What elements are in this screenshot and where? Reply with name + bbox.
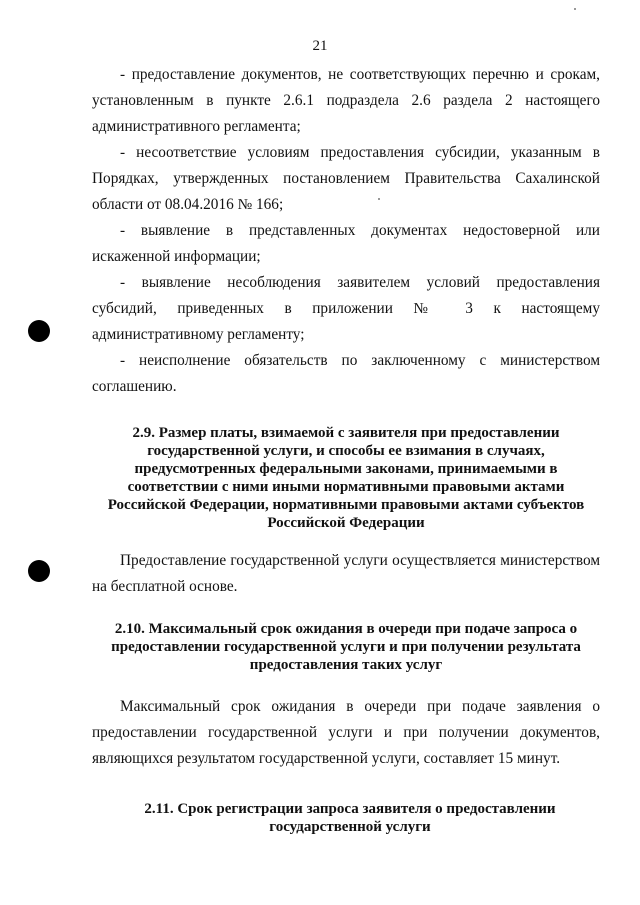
section-text: Максимальный срок ожидания в очереди при подаче заявления о предоставлении государственной услуги и при получении документов, являющихся результатом государственной услуги, составляет 15 минут. [92, 698, 600, 767]
section-2-10 [92, 620, 600, 674]
section-heading: 2.10. Максимальный срок ожидания в очереди при подаче запроса о предоставлении государственной услуги и при получении результата предоставления таких услуг [111, 621, 581, 673]
section-2-11 [130, 800, 570, 836]
bullet-item: - выявление несоблюдения заявителем условий предоставления субсидий, приведенных в приложении № 3 к настоящему административному регламенту; [92, 274, 600, 343]
bullet-item: - выявление в представленных документах недостоверной или искаженной информации; [92, 222, 600, 265]
bullet-item: - предоставление документов, не соответствующих перечню и срокам, установленным в пункте 2.6.1 подраздела 2.6 раздела 2 настоящего административного регламента; [92, 66, 600, 135]
punch-hole-mark [28, 320, 50, 342]
section-2-9 [92, 424, 600, 532]
section-text: Предоставление государственной услуги осуществляется министерством на бесплатной основе. [92, 552, 600, 595]
page-number: 21 [312, 38, 328, 54]
section-heading: 2.11. Срок регистрации запроса заявителя о предоставлении государственной услуги [144, 801, 556, 835]
section-2-10-body [92, 694, 600, 772]
section-heading: 2.9. Размер платы, взимаемой с заявителя при предоставлении государственной услуги, и способы ее взимания в случаях, предусмотренных федеральными законами, принимаемыми в соответствии с ними иными нормативными правовыми актами Российской Федерации, нормативными правовыми актами субъектов Российской Федерации [107, 425, 585, 531]
bullet-item: - неисполнение обязательств по заключенному с министерством соглашению. [92, 352, 600, 395]
section-2-9-body [92, 548, 600, 600]
punch-hole-mark [28, 560, 50, 582]
bullet-list [92, 62, 600, 400]
bullet-item: - несоответствие условиям предоставления субсидии, указанным в Порядках, утвержденных постановлением Правительства Сахалинской области от 08.04.2016 № 166; [92, 144, 600, 213]
scan-speck [574, 8, 576, 10]
